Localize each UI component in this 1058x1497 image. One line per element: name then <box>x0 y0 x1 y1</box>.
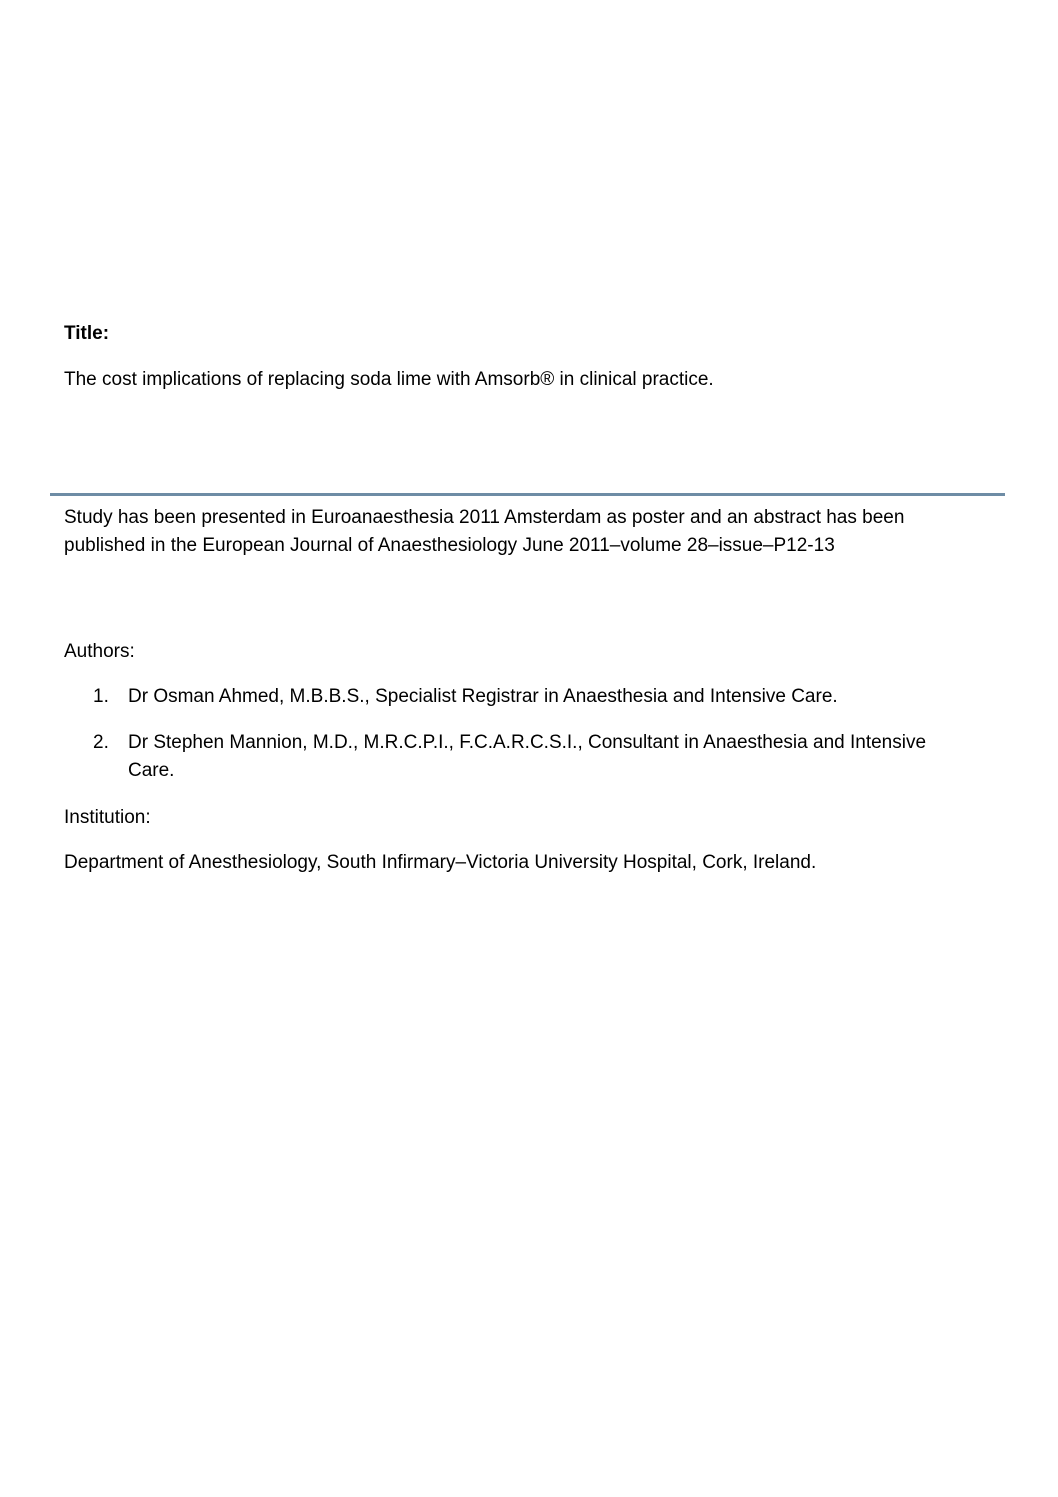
author-item <box>93 683 958 711</box>
author-text: Dr Osman Ahmed, M.B.B.S., Specialist Registrar in Anaesthesia and Intensive Care. <box>128 686 838 707</box>
presentation-note: Study has been presented in Euroanaesthesia 2011 Amsterdam as poster and an abstract has been published in the European Journal of Anaesthesiology June 2011–volume 28–issue–P12-13 <box>64 507 905 556</box>
section-divider <box>50 493 1005 496</box>
author-item <box>93 729 958 785</box>
author-number: 2. <box>93 732 109 753</box>
paper-title: The cost implications of replacing soda lime with Amsorb® in clinical practice. <box>64 369 714 390</box>
author-number: 1. <box>93 686 109 707</box>
institution-label: Institution: <box>64 807 151 828</box>
title-label: Title: <box>64 323 110 344</box>
authors-label: Authors: <box>64 641 135 662</box>
institution-text: Department of Anesthesiology, South Infirmary–Victoria University Hospital, Cork, Ireland. <box>64 852 817 873</box>
author-text: Dr Stephen Mannion, M.D., M.R.C.P.I., F.C.A.R.C.S.I., Consultant in Anaesthesia and Intensive Care. <box>128 732 927 781</box>
